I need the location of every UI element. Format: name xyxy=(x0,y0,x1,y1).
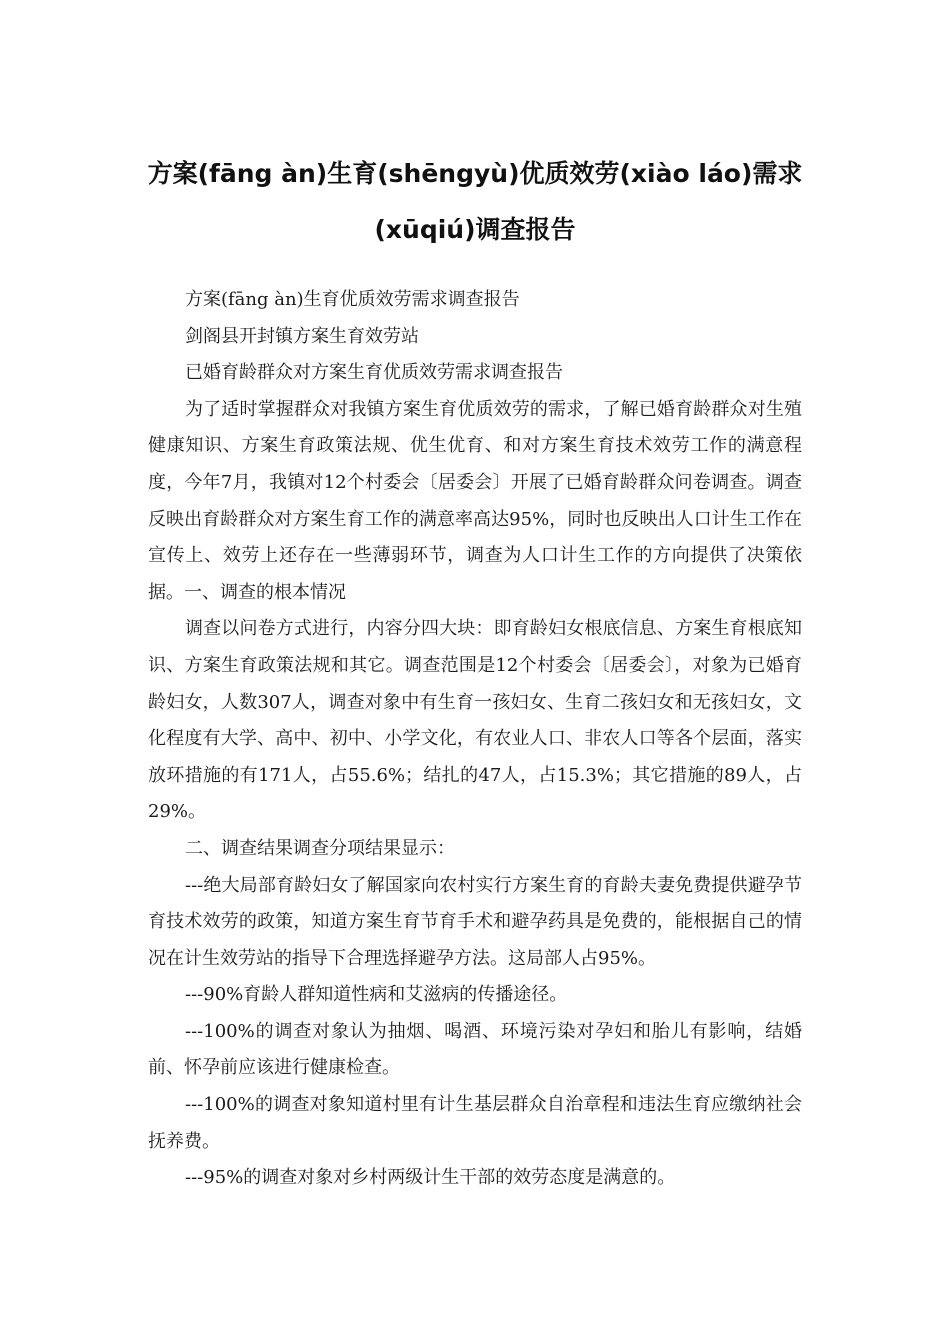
paragraph-results-heading: 二、调查结果调查分项结果显示： xyxy=(185,837,455,859)
paragraph-survey-basics: 调查以问卷方式进行，内容分四大块：即育龄妇女根底信息、方案生育根底知识、方案生育政策法规和其它。调查范围是12个村委会〔居委会〕，对象为已婚育龄妇女，人数307人，调查对象中有生育一孩妇女、生育二孩妇女和无孩妇女，文化程度有大学、高中、初中、小学文化，有农业人口、非农人口等各个层面，落实放环措施的有171人，占55.6%；结扎的47人，占15.3%；其它措施的89人，占29%。 xyxy=(148,618,802,823)
paragraph-result-item: ---95%的调查对象对乡村两级计生干部的效劳态度是满意的。 xyxy=(185,1167,676,1189)
paragraph-result-item: ---绝大局部育龄妇女了解国家向农村实行方案生育的育龄夫妻免费提供避孕节育技术效劳的政策，知道方案生育节育手术和避孕药具是免费的，能根据自己的情况在计生效劳站的指导下合理选择避孕方法。这局部人占95%。 xyxy=(148,874,802,969)
paragraph-result-item: ---100%的调查对象认为抽烟、喝酒、环境污染对孕妇和胎儿有影响，结婚前、怀孕前应该进行健康检查。 xyxy=(148,1020,802,1079)
paragraph-introduction: 为了适时掌握群众对我镇方案生育优质效劳的需求，了解已婚育龄群众对生殖健康知识、方案生育政策法规、优生优育、和对方案生育技术效劳工作的满意程度，今年7月，我镇对12个村委会〔居委会〕开展了已婚育龄群众问卷调查。调查反映出育龄群众对方案生育工作的满意率高达95%，同时也反映出人口计生工作在宣传上、效劳上还存在一些薄弱环节，调查为人口计生工作的方向提供了决策依据。一、调查的根本情况 xyxy=(148,398,802,603)
paragraph-organization: 剑阁县开封镇方案生育效劳站 xyxy=(185,325,419,347)
document-title: 方案(fāng àn)生育(shēngyù)优质效劳(xiào láo)需求(xūqiú)调查报告 xyxy=(147,159,803,244)
document-body xyxy=(148,282,802,1197)
paragraph-report-subtitle: 已婚育龄群众对方案生育优质效劳需求调查报告 xyxy=(185,362,563,384)
paragraph-plan-title: 方案(fāng àn)生育优质效劳需求调查报告 xyxy=(185,289,520,310)
paragraph-result-item: ---100%的调查对象知道村里有计生基层群众自治章程和违法生育应缴纳社会抚养费。 xyxy=(148,1094,802,1152)
paragraph-result-item: ---90%育龄人群知道性病和艾滋病的传播途径。 xyxy=(185,984,568,1006)
